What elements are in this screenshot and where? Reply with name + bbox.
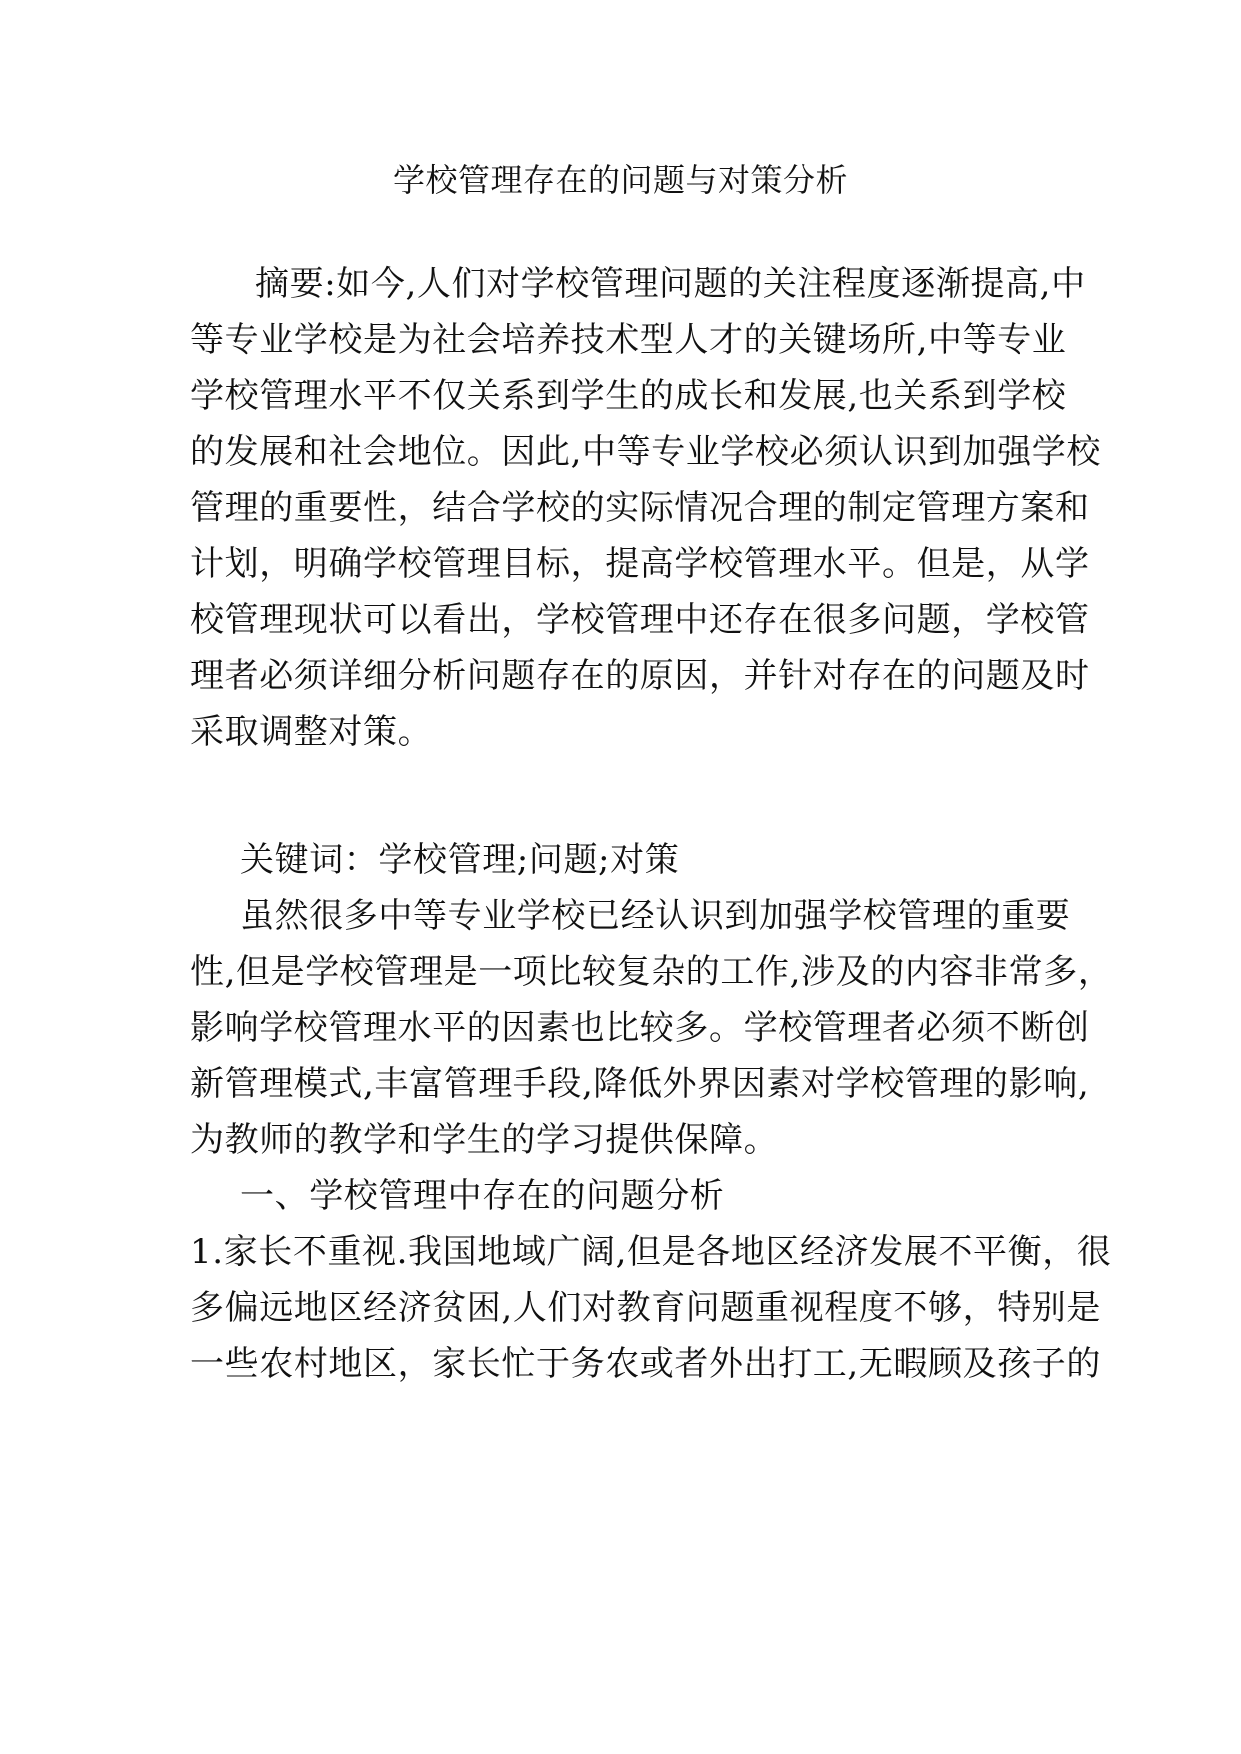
intro-line-4: 新管理模式,丰富管理手段,降低外界因素对学校管理的影响, — [190, 1064, 1090, 1104]
abstract-line-5: 管理的重要性，结合学校的实际情况合理的制定管理方案和 — [190, 488, 1090, 528]
abstract-line-7: 校管理现状可以看出，学校管理中还存在很多问题，学校管 — [190, 600, 1090, 640]
intro-line-1: 虽然很多中等专业学校已经认识到加强学校管理的重要 — [240, 896, 1071, 936]
abstract-line-3: 学校管理水平不仅关系到学生的成长和发展,也关系到学校 — [190, 376, 1067, 416]
document-title: 学校管理存在的问题与对策分析 — [392, 161, 848, 199]
point1-line-1: 1.家长不重视.我国地域广阔,但是各地区经济发展不平衡，很 — [190, 1232, 1112, 1272]
abstract-line-9: 采取调整对策。 — [190, 712, 433, 752]
point1-line-2: 多偏远地区经济贫困,人们对教育问题重视程度不够，特别是 — [190, 1288, 1102, 1328]
section-heading: 一、学校管理中存在的问题分析 — [240, 1176, 725, 1216]
abstract-line-8: 理者必须详细分析问题存在的原因，并针对存在的问题及时 — [190, 656, 1090, 696]
abstract-line-6: 计划，明确学校管理目标，提高学校管理水平。但是，从学 — [190, 544, 1090, 584]
abstract-line-1: 摘要:如今,人们对学校管理问题的关注程度逐渐提高,中 — [255, 264, 1086, 304]
abstract-line-4: 的发展和社会地位。因此,中等专业学校必须认识到加强学校 — [190, 432, 1102, 472]
abstract-line-2: 等专业学校是为社会培养技术型人才的关键场所,中等专业 — [190, 320, 1067, 360]
intro-line-2: 性,但是学校管理是一项比较复杂的工作,涉及的内容非常多， — [190, 952, 1113, 992]
intro-line-5: 为教师的教学和学生的学习提供保障。 — [190, 1120, 779, 1160]
point1-line-3: 一些农村地区，家长忙于务农或者外出打工,无暇顾及孩子的 — [190, 1344, 1102, 1384]
intro-line-3: 影响学校管理水平的因素也比较多。学校管理者必须不断创 — [190, 1008, 1090, 1048]
keywords-line: 关键词：学校管理;问题;对策 — [240, 840, 680, 880]
